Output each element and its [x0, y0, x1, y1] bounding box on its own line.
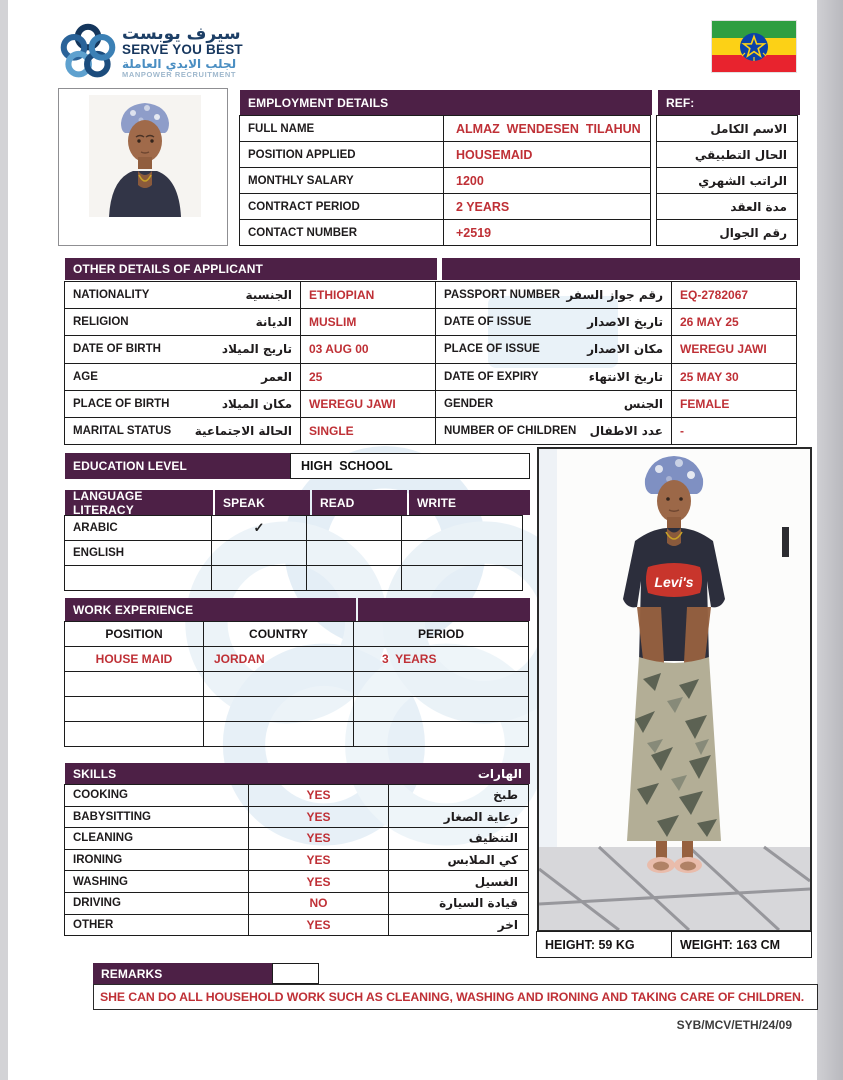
skill-name: DRIVING — [64, 892, 249, 915]
field-label: AGE — [73, 370, 98, 383]
field-value: HOUSEMAID — [443, 141, 651, 168]
ref-header: REF: — [658, 90, 800, 115]
skills-table — [65, 763, 530, 936]
other-details-table — [65, 258, 800, 445]
height-value: HEIGHT: 59 KG — [536, 931, 672, 958]
field-label: NATIONALITY — [73, 289, 150, 302]
field-label-arabic: تاريخ الانتهاء — [588, 369, 663, 384]
field-label-arabic: الجنسية — [245, 288, 292, 303]
skills-header-arabic: الهارات — [390, 763, 530, 784]
table-row — [65, 871, 530, 893]
work-experience-header: WORK EXPERIENCE — [65, 598, 356, 621]
remarks-header: REMARKS — [93, 963, 273, 984]
experience-position: HOUSE MAID — [64, 646, 204, 672]
field-label: PLACE OF BIRTH — [73, 397, 170, 410]
field-value: 25 — [300, 363, 436, 391]
skill-name-arabic: اخر — [388, 914, 529, 937]
experience-position — [64, 721, 204, 747]
write-cell — [401, 515, 523, 541]
skill-value: YES — [248, 827, 389, 850]
field-label: CONTRACT PERIOD — [239, 193, 444, 220]
work-experience-table — [65, 598, 530, 747]
table-row — [240, 220, 800, 246]
column-header: SPEAK — [215, 490, 310, 515]
column-header: PERIOD — [353, 621, 529, 647]
field-label: CONTACT NUMBER — [239, 219, 444, 246]
ethiopia-flag — [712, 21, 796, 72]
full-body-photo — [539, 449, 810, 930]
field-value: +2519 — [443, 219, 651, 246]
experience-country — [203, 721, 354, 747]
field-label: NUMBER OF CHILDREN — [444, 425, 577, 438]
field-value: EQ-2782067 — [671, 281, 797, 309]
table-row — [65, 516, 530, 541]
write-cell — [401, 540, 523, 566]
remarks-text: SHE CAN DO ALL HOUSEHOLD WORK SUCH AS CLEANING, WASHING AND IRONING AND TAKING CARE OF CHILDREN. — [100, 990, 805, 1004]
experience-period — [353, 696, 529, 722]
language-literacy-table — [65, 490, 530, 591]
field-label: DATE OF EXPIRY — [444, 370, 539, 383]
field-label: MARITAL STATUS — [73, 425, 172, 438]
column-header: WRITE — [409, 490, 530, 515]
passport-photo — [89, 95, 201, 217]
skill-name-arabic: كي الملابس — [388, 849, 529, 872]
remarks-section — [93, 963, 319, 984]
table-row — [65, 672, 530, 697]
table-row — [65, 697, 530, 722]
skill-value: YES — [248, 849, 389, 872]
table-row — [240, 142, 800, 168]
table-row — [65, 391, 800, 418]
field-value: ALMAZ WENDESEN TILAHUN — [443, 115, 651, 142]
field-value: FEMALE — [671, 390, 797, 418]
weight-value: WEIGHT: 163 CM — [671, 931, 812, 958]
remarks-header-tail — [272, 963, 319, 984]
field-value: 26 MAY 25 — [671, 308, 797, 336]
write-cell — [401, 565, 523, 591]
field-label-arabic: عدد الاطفال — [589, 424, 663, 439]
skill-name: BABYSITTING — [64, 806, 249, 829]
speak-checkmark-icon: ✓ — [211, 515, 307, 541]
field-label: PASSPORT NUMBER — [444, 289, 561, 302]
table-row — [240, 194, 800, 220]
remarks-box — [93, 984, 818, 1010]
logo-subtitle-arabic: لجلب الايدي العاملة — [122, 56, 237, 71]
column-header: COUNTRY — [203, 621, 354, 647]
table-row — [240, 168, 800, 194]
field-label: GENDER — [444, 397, 494, 410]
skill-name-arabic: رعاية الصغار — [388, 806, 529, 829]
field-label: DATE OF ISSUE — [444, 316, 532, 329]
skills-header: SKILLS — [65, 763, 390, 784]
skill-value: YES — [248, 870, 389, 893]
table-row — [65, 647, 530, 672]
work-experience-header-extension — [358, 598, 530, 621]
experience-country — [203, 671, 354, 697]
column-header: POSITION — [64, 621, 204, 647]
table-row — [65, 309, 800, 336]
read-cell — [306, 540, 402, 566]
table-header-row — [65, 622, 530, 647]
speak-cell — [211, 565, 307, 591]
field-value: 03 AUG 00 — [300, 335, 436, 363]
field-label-arabic: الجنس — [623, 396, 663, 411]
field-label-arabic: الحالة الاجتماعية — [194, 424, 292, 439]
field-label: FULL NAME — [239, 115, 444, 142]
table-row — [65, 807, 530, 829]
field-value: 1200 — [443, 167, 651, 194]
table-row — [65, 915, 530, 937]
read-cell — [306, 515, 402, 541]
education-level-header: EDUCATION LEVEL — [65, 453, 290, 479]
skill-value: YES — [248, 784, 389, 807]
field-label-arabic: رقم الجوال — [656, 219, 798, 246]
field-label-arabic: رقم جواز السفر — [566, 288, 663, 303]
speak-cell — [211, 540, 307, 566]
skill-name: COOKING — [64, 784, 249, 807]
skill-name: CLEANING — [64, 827, 249, 850]
field-value: SINGLE — [300, 417, 436, 445]
table-row — [240, 116, 800, 142]
logo-title-arabic: سيرف يوبست — [122, 24, 241, 44]
logo-title-english: SERVE YOU BEST — [122, 42, 243, 58]
field-value: WEREGU JAWI — [300, 390, 436, 418]
svg-text:Levi's: Levi's — [654, 574, 694, 590]
table-row — [65, 364, 800, 391]
education-level-value: HIGH SCHOOL — [290, 453, 530, 479]
field-value: 2 YEARS — [443, 193, 651, 220]
field-label-arabic: الاسم الكامل — [656, 115, 798, 142]
field-label: DATE OF BIRTH — [73, 343, 161, 356]
experience-period — [353, 671, 529, 697]
language-name: ARABIC — [64, 515, 212, 541]
field-label-arabic: الحال التطبيقي — [656, 141, 798, 168]
education-level-row — [65, 453, 530, 479]
table-row — [65, 418, 800, 445]
ethiopia-flag-emblem-icon — [738, 31, 770, 63]
field-label-arabic: العمر — [261, 369, 292, 384]
document-reference-code: SYB/MCV/ETH/24/09 — [676, 1018, 792, 1032]
field-label-arabic: تاريخ الاصدار — [587, 315, 663, 330]
skill-name-arabic: التنظيف — [388, 827, 529, 850]
language-name: ENGLISH — [64, 540, 212, 566]
full-body-photo-frame — [537, 447, 812, 932]
skill-value: YES — [248, 914, 389, 937]
table-row — [65, 282, 800, 309]
field-value: ETHIOPIAN — [300, 281, 436, 309]
field-label-arabic: الراتب الشهري — [656, 167, 798, 194]
skill-name: IRONING — [64, 849, 249, 872]
skill-value: YES — [248, 806, 389, 829]
table-row — [65, 828, 530, 850]
experience-position — [64, 696, 204, 722]
skill-name: OTHER — [64, 914, 249, 937]
field-label-arabic: مدة العقد — [656, 193, 798, 220]
experience-position — [64, 671, 204, 697]
column-header: LANGUAGE LITERACY — [65, 490, 213, 515]
language-name — [64, 565, 212, 591]
skill-name-arabic: طبخ — [388, 784, 529, 807]
logo-subtitle-english: MANPOWER RECRUITMENT — [122, 69, 237, 79]
knot-rings-icon — [60, 23, 116, 81]
skill-name: WASHING — [64, 870, 249, 893]
field-label-arabic: مكان الاصدار — [587, 342, 663, 357]
experience-country — [203, 696, 354, 722]
height-weight-row — [537, 932, 812, 958]
field-label-arabic: الديانة — [255, 315, 292, 330]
read-cell — [306, 565, 402, 591]
scan-edge-left — [0, 0, 8, 1080]
table-row — [65, 785, 530, 807]
experience-period: 3 YEARS — [353, 646, 529, 672]
field-value: - — [671, 417, 797, 445]
table-row — [65, 566, 530, 591]
passport-photo-frame — [58, 88, 228, 246]
skill-name-arabic: الغسيل — [388, 870, 529, 893]
table-row — [65, 336, 800, 363]
table-row — [65, 722, 530, 747]
table-row — [65, 893, 530, 915]
table-row — [65, 850, 530, 872]
table-row — [65, 541, 530, 566]
field-label: MONTHLY SALARY — [239, 167, 444, 194]
skill-name-arabic: قيادة السيارة — [388, 892, 529, 915]
employment-details-table — [240, 90, 800, 246]
experience-country: JORDAN — [203, 646, 354, 672]
field-label: RELIGION — [73, 316, 129, 329]
field-value: 25 MAY 30 — [671, 363, 797, 391]
field-label: POSITION APPLIED — [239, 141, 444, 168]
agency-logo — [60, 14, 250, 90]
field-label: PLACE OF ISSUE — [444, 343, 540, 356]
other-details-header: OTHER DETAILS OF APPLICANT — [65, 258, 437, 280]
scan-edge-right — [817, 0, 843, 1080]
skill-value: NO — [248, 892, 389, 915]
column-header: READ — [312, 490, 407, 515]
other-details-header-extension — [442, 258, 800, 280]
field-label-arabic: تاريج الميلاد — [221, 342, 292, 357]
experience-period — [353, 721, 529, 747]
field-value: WEREGU JAWI — [671, 335, 797, 363]
employment-details-header: EMPLOYMENT DETAILS — [240, 90, 652, 115]
field-label-arabic: مكان الميلاد — [221, 396, 292, 411]
field-value: MUSLIM — [300, 308, 436, 336]
